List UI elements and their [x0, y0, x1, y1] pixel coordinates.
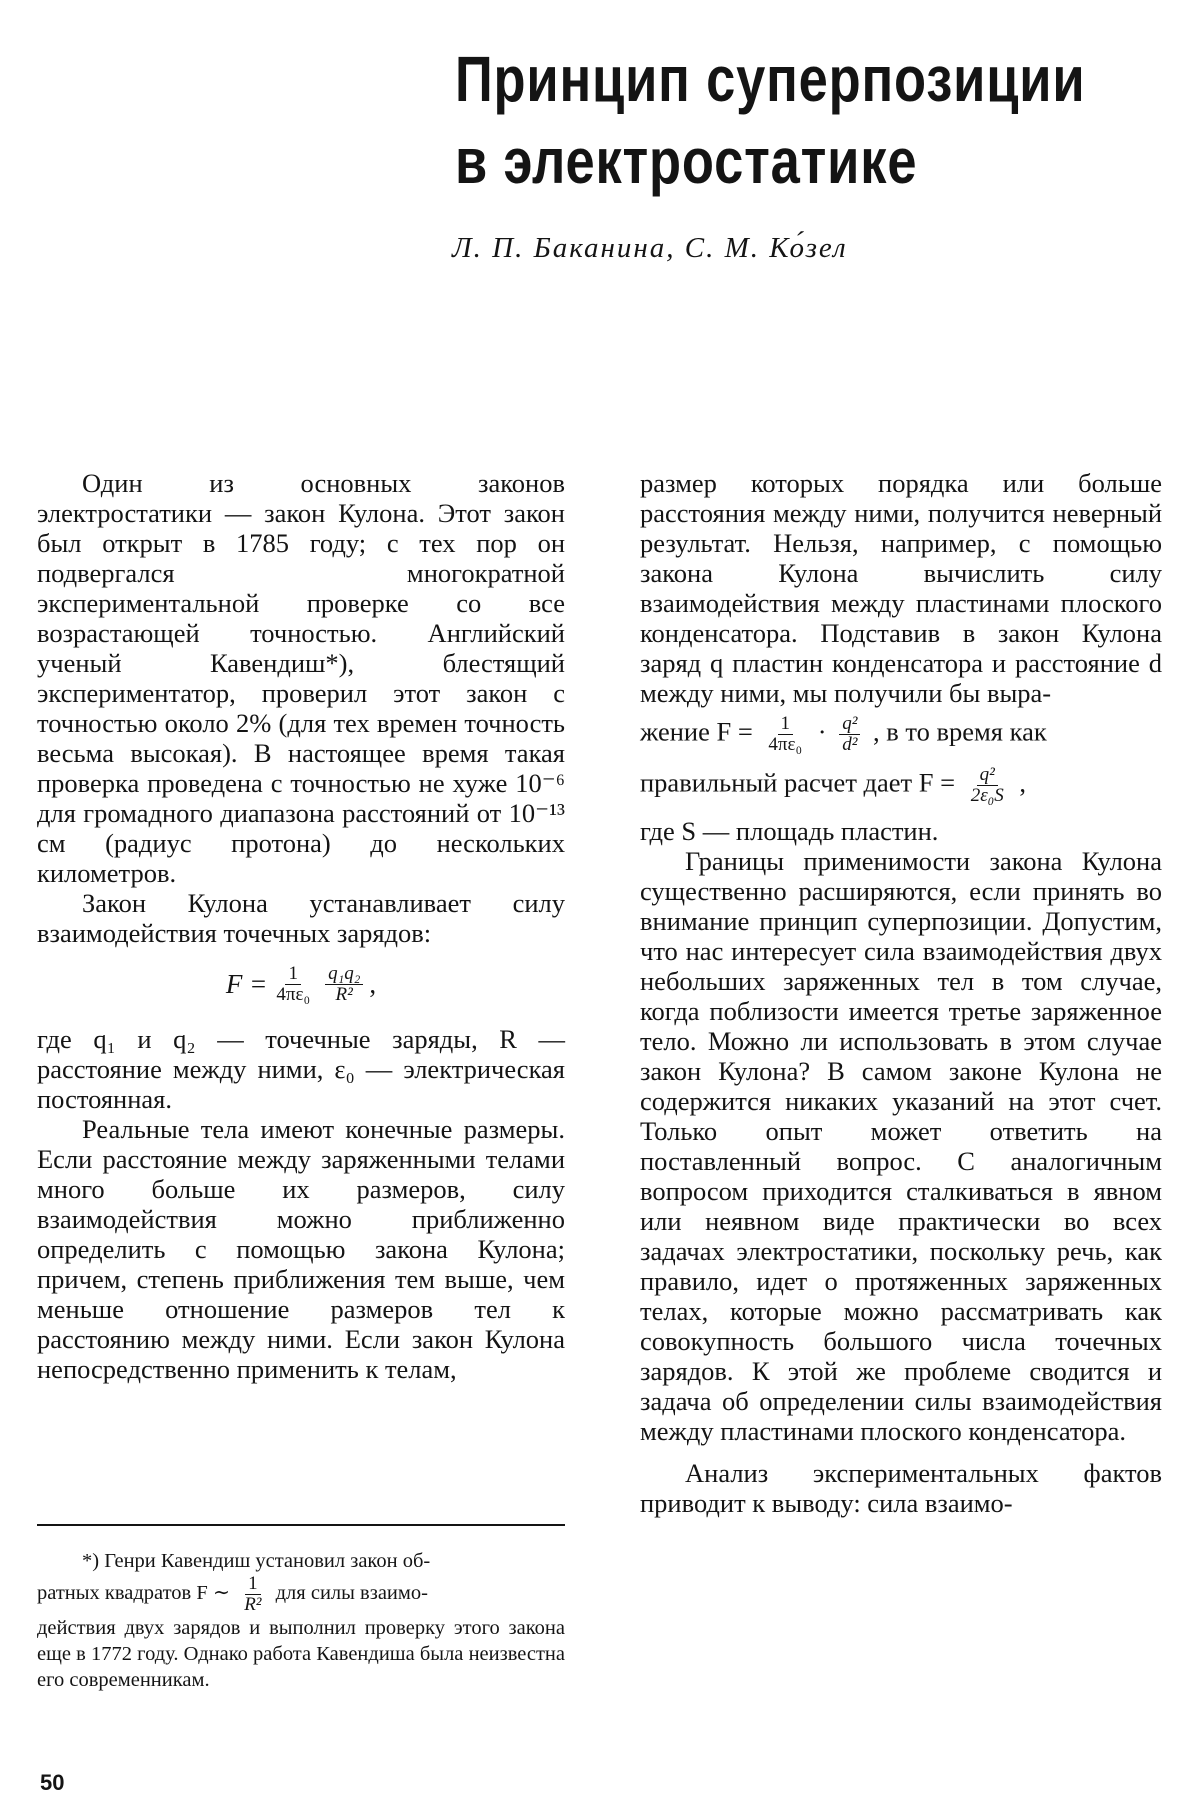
footnote-fraction [241, 1574, 264, 1615]
formula3-frac-den: 2ε₀S [970, 785, 1004, 806]
footnote-line2-prefix: ратных квадратов F ∼ [37, 1582, 231, 1605]
formula2-frac2-den: d² [842, 734, 858, 755]
formula3-prefix: правильный расчет дает F = [640, 767, 956, 798]
right-paragraph-2: где S — площадь пластин. [640, 816, 939, 846]
formula1-frac2-den: R² [335, 983, 353, 1005]
formula-line-3 [640, 765, 1162, 806]
left-column [37, 468, 565, 1384]
title-line-2: в электростатике [455, 125, 918, 197]
footnote-frac-num: 1 [245, 1574, 261, 1595]
formula1-trail: , [369, 969, 377, 999]
left-paragraph-1: Один из основных законов электростатики — закон Кулона. Этот закон был открыт в 1785 году; с тех пор он подвергался многократной экспериментальной проверке со все возрастающей точностью. Английский ученый Кавендиш*), блестящий экспериментатор, проверил этот закон с точностью около 2% (для тех времен точность весьма высокая). В настоящее время такая проверка проведена с точностью не хуже 10⁻⁶ для громадного диапазона расстояний от 10⁻¹³ см (радиус протона) до нескольких километров. [37, 468, 565, 888]
authors: Л. П. Баканина, С. М. Ко́зел [452, 232, 848, 264]
right-paragraph-4: Анализ экспериментальных фактов приводит к выводу: сила взаимо- [640, 1458, 1162, 1518]
left-paragraph-4: Реальные тела имеют конечные размеры. Если расстояние между заряженными телами много больше их размеров, силу взаимодействия можно приближенно определить с помощью закона Кулона; причем, степень приближения тем выше, чем меньше отношение размеров тел к расстоянию между ними. Если закон Кулона непосредственно применить к телам, [37, 1114, 565, 1384]
formula2-frac1-num: 1 [778, 714, 794, 735]
formula1-lhs: F = [225, 969, 268, 999]
right-paragraph-3: Границы применимости закона Кулона существенно расширяются, если принять во внимание принцип суперпозиции. Допустим, что нас интересует сила взаимодействия двух небольших заряженных тел в том случае, когда поблизости имеется третье заряженное тело. Можно ли использовать в этом случае закон Кулона? В самом законе Кулона не содержится никаких указаний на этот счет. Только опыт может ответить на поставленный вопрос. С аналогичным вопросом приходится сталкиваться в явном или неявном виде практически во всех задачах электростатики, поскольку речь, как правило, идет о протяженных заряженных телах, которые можно рассматривать как совокупность большого числа точечных зарядов. К этой же проблеме сводится и задача об определении силы взаимодействия между пластинами плоского конденсатора. [640, 846, 1162, 1446]
formula2-fraction-2 [839, 714, 860, 755]
coulomb-formula [37, 958, 565, 1010]
left-paragraph-2: Закон Кулона устанавливает силу взаимодействия точечных зарядов: [37, 888, 565, 948]
footnote-line-2 [37, 1574, 565, 1615]
formula1-frac1-den: 4πε₀ [276, 983, 311, 1005]
formula1-fraction-1 [273, 964, 313, 1005]
formula2-suffix: , в то время как [873, 716, 1047, 747]
title-line-1: Принцип суперпозиции [455, 43, 1086, 115]
footnote [37, 1548, 565, 1693]
formula2-frac2-num: q² [839, 714, 860, 735]
formula1-frac1-num: 1 [285, 964, 301, 985]
formula3-frac-num: q² [977, 765, 998, 786]
formula1-frac2-num: q₁q₂ [325, 964, 363, 985]
left-paragraph-3: где q₁ и q₂ — точечные заряды, R — расстояние между ними, ε₀ — электрическая постоянная. [37, 1024, 565, 1114]
formula1-fraction-2 [325, 964, 363, 1005]
footnote-line2-suffix: для силы взаимо- [275, 1582, 428, 1605]
article-title [455, 38, 1086, 202]
formula2-fraction-1 [765, 714, 805, 755]
formula2-frac1-den: 4πε₀ [768, 734, 803, 755]
formula2-prefix: жение F = [640, 716, 753, 747]
paragraph-gap [640, 1446, 1162, 1458]
formula-line-2 [640, 714, 1162, 755]
formula2-dot: · [817, 716, 827, 747]
footnote-line-1: *) Генри Кавендиш установил закон об- [82, 1550, 431, 1572]
formula3-fraction [968, 765, 1007, 806]
right-column [640, 468, 1162, 1518]
footnote-divider [37, 1524, 565, 1526]
footnote-rest: действия двух зарядов и выполнил проверку этого закона еще в 1772 году. Однако работа Кавендиша была неизвестна его современникам. [37, 1617, 565, 1691]
formula3-suffix: , [1019, 767, 1027, 798]
right-paragraph-1: размер которых порядка или больше расстояния между ними, получится неверный результат. Нельзя, например, с помощью закона Кулона вычислить силу взаимодействия между пластинами плоского конденсатора. Подставив в закон Кулона заряд q пластин конденсатора и расстояние d между ними, мы получили бы выра- [640, 468, 1162, 708]
page-number: 50 [40, 1770, 65, 1795]
footnote-frac-den: R² [244, 1594, 262, 1615]
